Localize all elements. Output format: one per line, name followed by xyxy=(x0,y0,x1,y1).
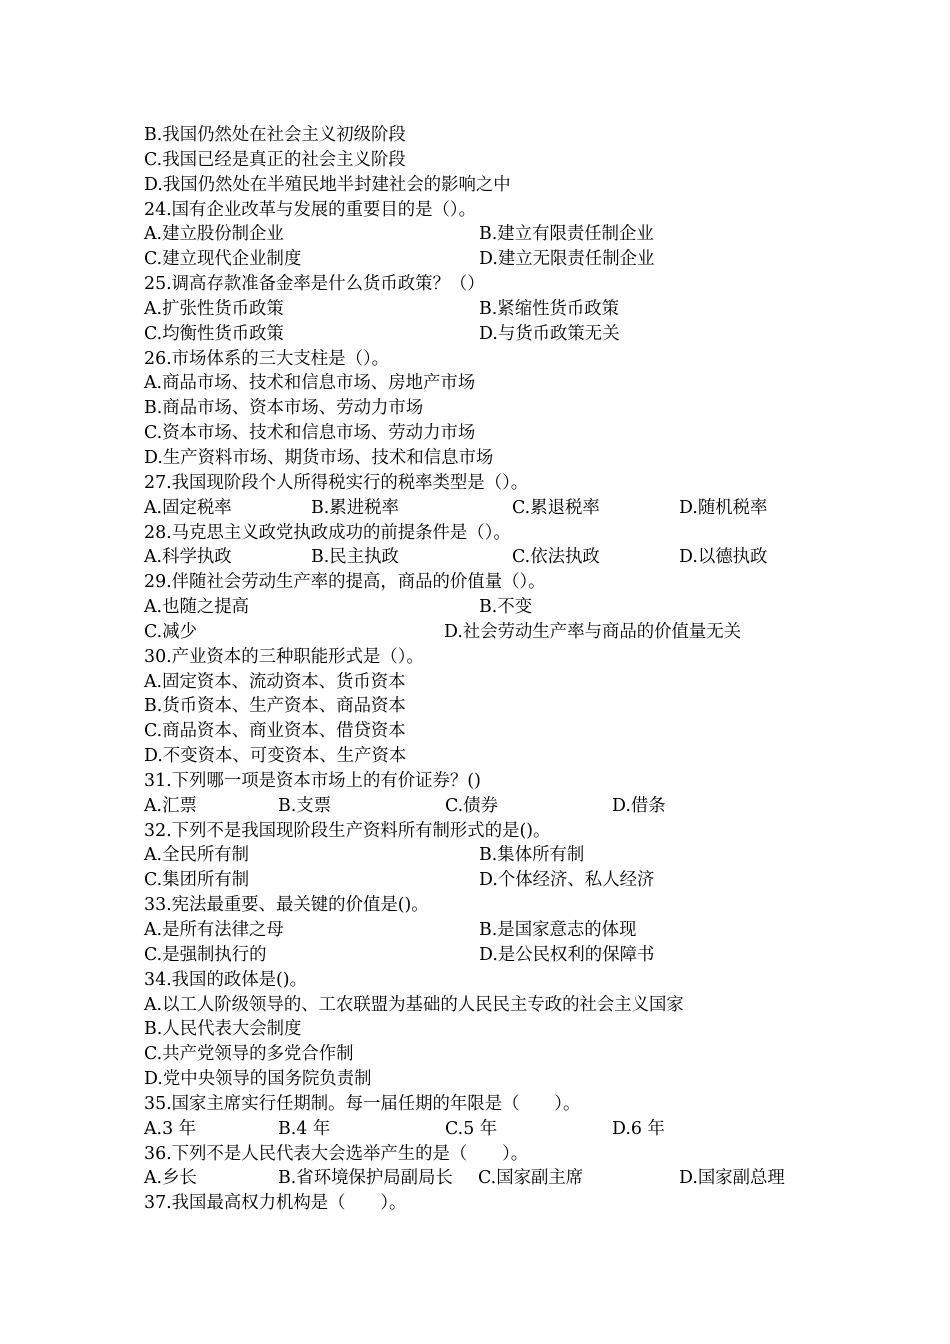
question-text: 29.伴随社会劳动生产率的提高，商品的价值量（）。 xyxy=(144,572,546,593)
question-text: 33.宪法最重要、最关键的价值是()。 xyxy=(144,895,429,916)
option-text: A.扩张性货币政策 xyxy=(144,298,284,319)
options-row xyxy=(144,545,824,570)
options-row xyxy=(144,595,824,620)
option-text: C.债券 xyxy=(445,795,498,816)
question-text: 28.马克思主义政党执政成功的前提条件是（）。 xyxy=(144,522,511,543)
question-text: 34.我国的政体是()。 xyxy=(144,969,307,990)
option-text: A.固定税率 xyxy=(144,497,232,518)
option-text: C.商品资本、商业资本、借贷资本 xyxy=(144,721,406,742)
option-text: C.均衡性货币政策 xyxy=(144,323,284,344)
option-text: D.是公民权利的保障书 xyxy=(479,944,655,965)
question-text: 24.国有企业改革与发展的重要目的是（）。 xyxy=(144,199,476,220)
option-text: A.建立股份制企业 xyxy=(144,224,284,245)
option-text: D.不变资本、可变资本、生产资本 xyxy=(144,746,407,767)
question-text: 32.下列不是我国现阶段生产资料所有制形式的是()。 xyxy=(144,820,551,841)
options-row xyxy=(144,496,824,521)
option-text: C.建立现代企业制度 xyxy=(144,249,302,270)
option-text: D.个体经济、私人经济 xyxy=(479,870,655,891)
option-text: A.3 年 xyxy=(144,1118,197,1139)
options-row xyxy=(144,1117,824,1142)
question-text: 37.我国最高权力机构是（ ）。 xyxy=(144,1193,407,1214)
option-text: B.支票 xyxy=(278,795,332,816)
option-text: A.科学执政 xyxy=(144,547,232,568)
question-text: 30.产业资本的三种职能形式是（）。 xyxy=(144,646,424,667)
options-row xyxy=(144,843,824,868)
option-text: B.是国家意志的体现 xyxy=(479,920,637,940)
option-text: B.紧缩性货币政策 xyxy=(479,298,620,319)
question-text: 25.调高存款准备金率是什么货币政策？（） xyxy=(144,274,485,295)
option-text: A.以工人阶级领导的、工农联盟为基础的人民民主专政的社会主义国家 xyxy=(144,994,684,1015)
question-text: 35.国家主席实行任期制。每一届任期的年限是（ ）。 xyxy=(144,1093,581,1114)
option-text: D.以德执政 xyxy=(679,547,768,568)
option-text: B.省环境保护局副局长 xyxy=(278,1168,453,1189)
option-text: C.共产党领导的多党合作制 xyxy=(144,1044,354,1065)
option-text: A.是所有法律之母 xyxy=(144,920,284,940)
option-text: C.减少 xyxy=(144,621,197,642)
options-row xyxy=(144,222,824,247)
question-list xyxy=(144,123,824,1216)
question-text: 31.下列哪一项是资本市场上的有价证券？() xyxy=(144,770,481,791)
option-text: A.全民所有制 xyxy=(144,845,250,866)
option-text: B.人民代表大会制度 xyxy=(144,1019,302,1040)
option-text: D.随机税率 xyxy=(679,497,768,518)
option-text: D.建立无限责任制企业 xyxy=(479,249,655,270)
option-text: D.国家副总理 xyxy=(679,1168,785,1189)
option-text: C.累退税率 xyxy=(512,497,600,518)
option-text: C.5 年 xyxy=(445,1118,498,1139)
option-text: B.累进税率 xyxy=(311,497,399,518)
options-row xyxy=(144,322,824,347)
option-text: D.社会劳动生产率与商品的价值量无关 xyxy=(444,621,742,642)
option-text: C.依法执政 xyxy=(512,547,600,568)
option-text: D.借条 xyxy=(612,795,666,816)
option-text: A.也随之提高 xyxy=(144,597,250,618)
option-text: D.我国仍然处在半殖民地半封建社会的影响之中 xyxy=(144,174,511,195)
options-row xyxy=(144,297,824,322)
option-text: B.货币资本、生产资本、商品资本 xyxy=(144,696,406,717)
option-text: A.商品市场、技术和信息市场、房地产市场 xyxy=(144,373,476,394)
option-text: A.汇票 xyxy=(144,795,197,816)
option-text: D.6 年 xyxy=(612,1118,665,1139)
options-row xyxy=(144,918,824,943)
option-text: D.与货币政策无关 xyxy=(479,323,620,344)
option-text: B.集体所有制 xyxy=(479,845,585,866)
options-row xyxy=(144,1166,824,1191)
option-text: B.不变 xyxy=(479,597,533,618)
option-text: C.国家副主席 xyxy=(478,1168,584,1189)
options-row xyxy=(144,247,824,272)
question-text: 36.下列不是人民代表大会选举产生的是（ ）。 xyxy=(144,1143,529,1164)
option-text: B.民主执政 xyxy=(311,547,399,568)
option-text: C.资本市场、技术和信息市场、劳动力市场 xyxy=(144,423,476,444)
option-text: B.建立有限责任制企业 xyxy=(479,224,654,245)
option-text: B.我国仍然处在社会主义初级阶段 xyxy=(144,125,406,145)
options-row xyxy=(144,794,824,819)
option-text: C.是强制执行的 xyxy=(144,944,267,965)
option-text: B.4 年 xyxy=(278,1118,331,1139)
option-text: B.商品市场、资本市场、劳动力市场 xyxy=(144,398,424,419)
options-row xyxy=(144,620,824,645)
question-text: 26.市场体系的三大支柱是（）。 xyxy=(144,348,390,369)
option-text: D.党中央领导的国务院负责制 xyxy=(144,1069,372,1090)
options-row xyxy=(144,868,824,893)
option-text: C.集团所有制 xyxy=(144,870,250,891)
question-text: 27.我国现阶段个人所得税实行的税率类型是（）。 xyxy=(144,472,529,493)
options-row xyxy=(144,943,824,968)
option-text: A.固定资本、流动资本、货币资本 xyxy=(144,671,406,692)
option-text: C.我国已经是真正的社会主义阶段 xyxy=(144,149,406,170)
option-text: A.乡长 xyxy=(144,1168,197,1189)
option-text: D.生产资料市场、期货市场、技术和信息市场 xyxy=(144,447,494,468)
